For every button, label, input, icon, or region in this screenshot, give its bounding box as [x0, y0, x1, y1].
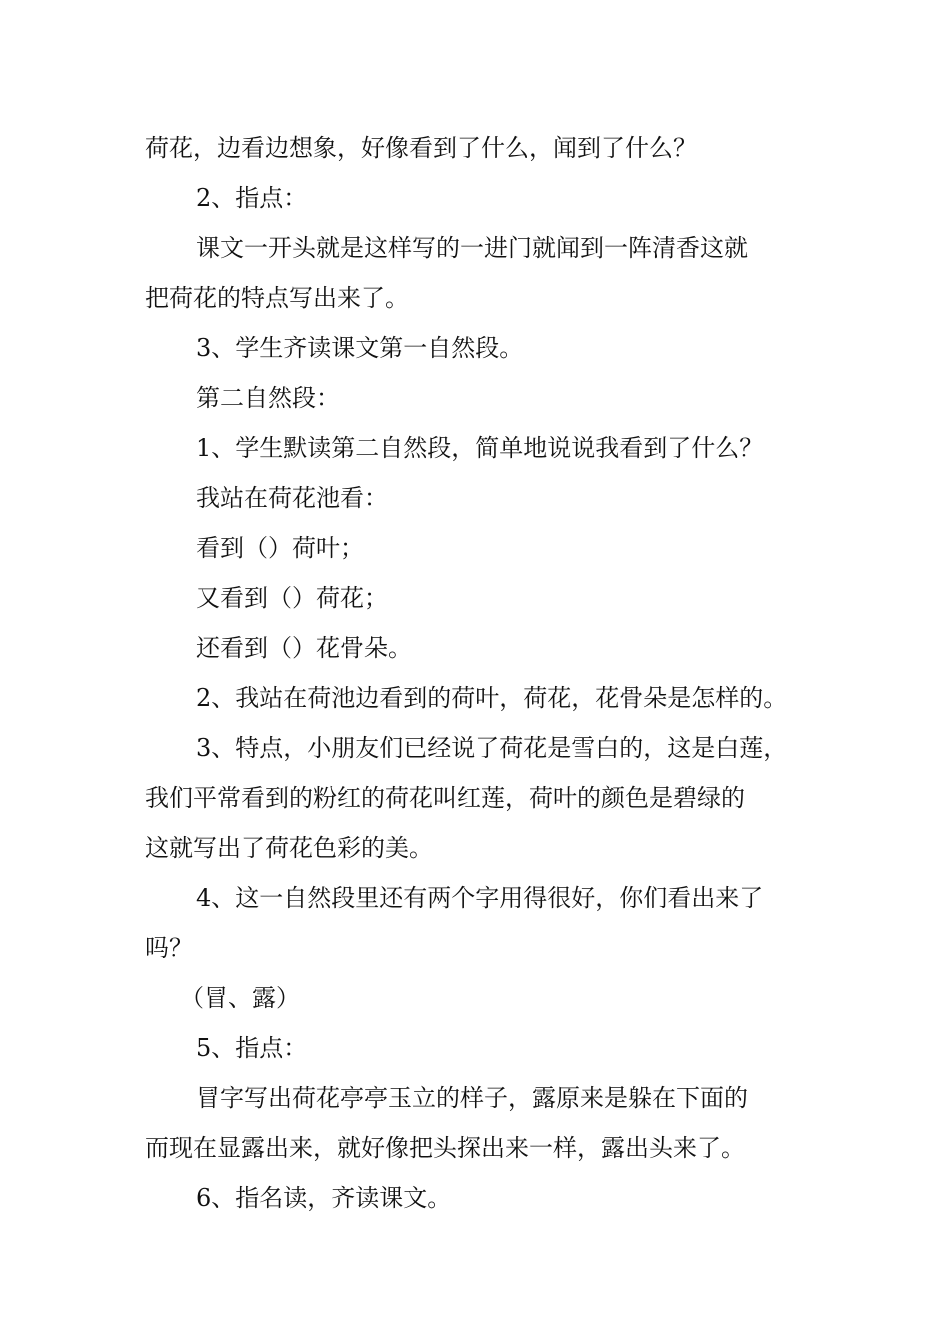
text-line: 2、我站在荷池边看到的荷叶，荷花，花骨朵是怎样的。 [196, 684, 788, 712]
text-line: 而现在显露出来，就好像把头探出来一样，露出头来了。 [145, 1134, 745, 1162]
text-line: 5、指点： [196, 1034, 308, 1062]
text-line: 这就写出了荷花色彩的美。 [145, 834, 433, 862]
text-line: 又看到（）荷花； [196, 584, 388, 612]
text-line: 6、指名读，齐读课文。 [196, 1184, 452, 1212]
text-line: 还看到（）花骨朵。 [196, 634, 412, 662]
text-line: （冒、露） [180, 984, 300, 1012]
text-line: 第二自然段： [196, 384, 340, 412]
text-line: 课文一开头就是这样写的一进门就闻到一阵清香这就 [196, 234, 748, 262]
text-line: 4、这一自然段里还有两个字用得很好，你们看出来了 [196, 884, 764, 912]
text-line: 3、学生齐读课文第一自然段。 [196, 334, 524, 362]
text-line: 冒字写出荷花亭亭玉立的样子，露原来是躲在下面的 [196, 1084, 748, 1112]
text-line: 2、指点： [196, 184, 308, 212]
text-line: 吗？ [145, 934, 193, 962]
text-line: 1、学生默读第二自然段，简单地说说我看到了什么？ [196, 434, 764, 462]
text-line: 我们平常看到的粉红的荷花叫红莲，荷叶的颜色是碧绿的 [145, 784, 745, 812]
text-line: 荷花，边看边想象，好像看到了什么，闻到了什么？ [145, 134, 697, 162]
text-line: 看到（）荷叶； [196, 534, 364, 562]
text-line: 把荷花的特点写出来了。 [145, 284, 409, 312]
text-line: 我站在荷花池看： [196, 484, 388, 512]
text-line: 3、特点，小朋友们已经说了荷花是雪白的，这是白莲， [196, 734, 788, 762]
